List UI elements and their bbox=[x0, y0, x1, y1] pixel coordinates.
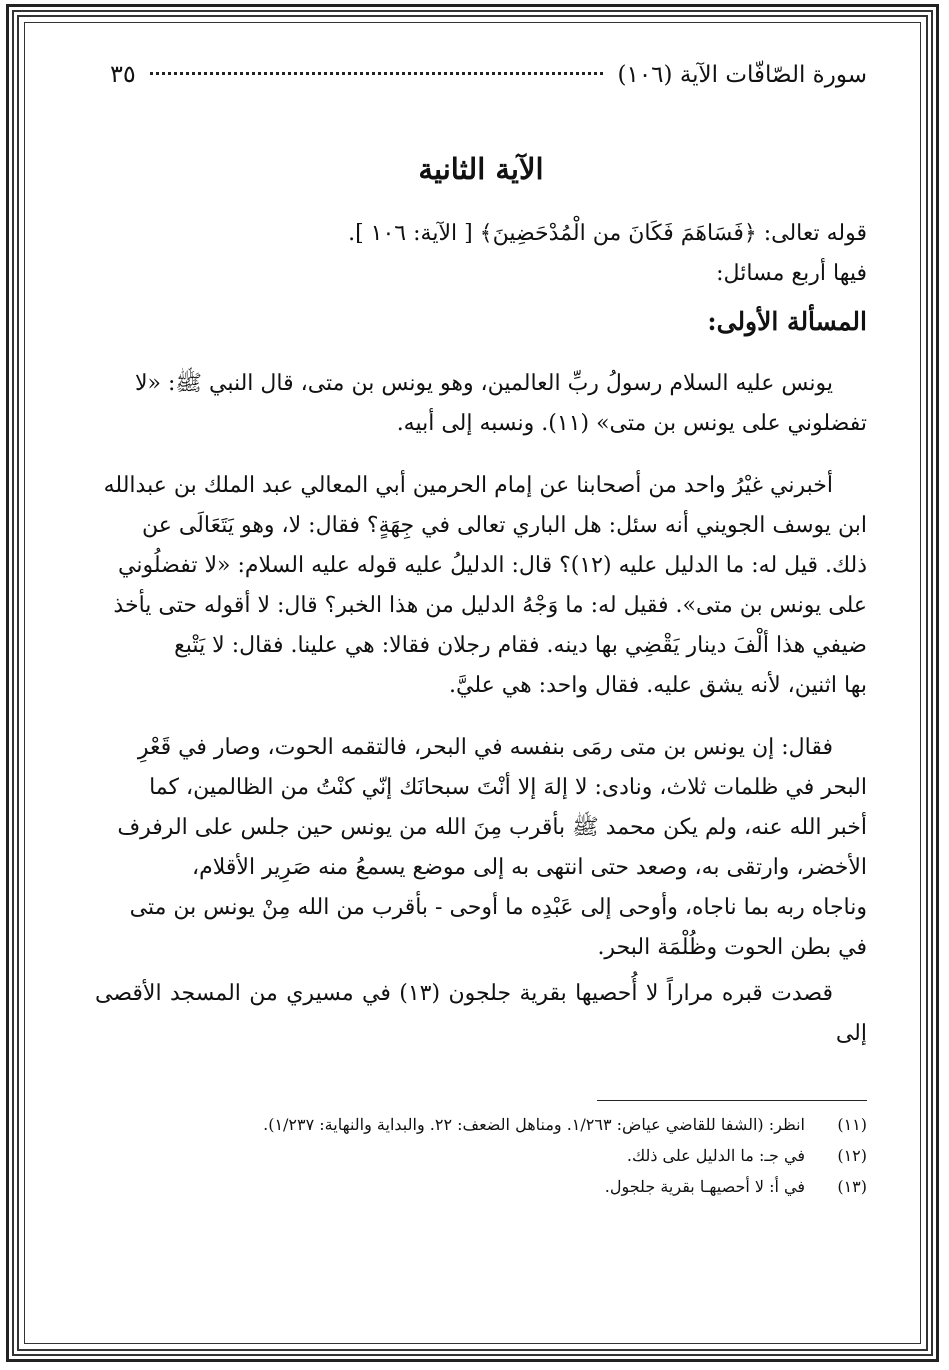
text-line: أخبرني غيْرُ واحد من أصحابنا عن إمام الحرمين أبي المعالي عبد الملك بن عبدالله bbox=[103, 473, 833, 498]
text-line: قصدت قبره مراراً لا أُحصيها بقرية جلجون (١٣) في مسيري من المسجد الأقصى إلى bbox=[95, 981, 867, 1046]
footnote-number: (١٣) bbox=[837, 1177, 867, 1196]
footnote-item bbox=[95, 1142, 867, 1169]
text-line: يونس عليه السلام رسولُ ربِّ العالمين، وهو يونس بن متى، قال النبي ﷺ: «لا bbox=[135, 371, 833, 396]
paragraph-1 bbox=[95, 364, 867, 444]
running-header bbox=[95, 60, 867, 104]
verse-line: قوله تعالى: ﴿فَسَاهَمَ فَكَانَ من الْمُدْحَضِينَ﴾ [ الآية: ١٠٦ ]. bbox=[348, 221, 867, 246]
footnote-text: في جـ: ما الدليل على ذلك. bbox=[626, 1146, 805, 1165]
text-line: ابن يوسف الجويني أنه سئل: هل الباري تعالى في جِهَةٍ؟ فقال: لا، وهو يَتَعَالَى عن bbox=[141, 513, 867, 538]
footnote-item bbox=[95, 1173, 867, 1200]
header-title: سورة الصّافّات الآية (١٠٦) bbox=[617, 62, 867, 88]
text-line: على يونس بن متى». فقيل له: ما وَجْهُ الدليل من هذا الخبر؟ قال: لا أقوله حتى يأخذ bbox=[113, 593, 867, 618]
footnote-separator bbox=[597, 1100, 867, 1101]
text-line: تفضلوني على يونس بن متى» (١١). ونسبه إلى أبيه. bbox=[396, 411, 867, 436]
text-line: فقال: إن يونس بن متى رمَى بنفسه في البحر، فالتقمه الحوت، وصار في قَعْرِ bbox=[137, 735, 833, 760]
footnote-item bbox=[95, 1111, 867, 1138]
text-line: البحر في ظلمات ثلاث، ونادى: لا إلهَ إلا أنْتَ سبحانَك إنّي كنْتُ من الظالمين، كما bbox=[149, 775, 867, 800]
text-line: وناجاه ربه بما ناجاه، وأوحى إلى عَبْدِه ما أوحى - بأقرب من الله مِنْ يونس بن متى bbox=[129, 895, 867, 920]
text-line: ضيفي هذا ألْفَ دينار يَقْضِي بها دينه. فقام رجلان فقالا: هي علينا. فقال: لا يَتْبع bbox=[174, 633, 867, 658]
text-line: بها اثنين، لأنه يشق عليه. فقال واحد: هي عليَّ. bbox=[449, 673, 867, 698]
text-line: في بطن الحوت وظُلْمَة البحر. bbox=[597, 935, 867, 960]
header-dotted-leader bbox=[150, 72, 604, 75]
issues-intro: فيها أربع مسائل: bbox=[716, 261, 867, 286]
text-line: أخبر الله عنه، ولم يكن محمد ﷺ بأقرب مِنَ الله من يونس حين جلس على الرفرف bbox=[117, 815, 867, 840]
footnote-text: انظر: (الشفا للقاضي عياض: ١/٢٦٣. ومناهل الضعف: ٢٢. والبداية والنهاية: ١/٢٣٧). bbox=[263, 1115, 805, 1134]
paragraph-2 bbox=[95, 466, 867, 706]
section-title: الآية الثانية bbox=[418, 152, 544, 186]
paragraph-4 bbox=[95, 974, 867, 1054]
first-issue-heading: المسألة الأولى: bbox=[707, 307, 867, 336]
book-page bbox=[95, 60, 867, 1200]
text-line: الأخضر، وارتقى به، وصعد حتى انتهى به إلى موضع يسمعُ منه صَرِير الأقلام، bbox=[192, 855, 867, 880]
page-number: ٣٥ bbox=[110, 60, 136, 88]
footnote-text: في أ: لا أحصيهـا بقرية جلجول. bbox=[604, 1177, 805, 1196]
paragraph-3 bbox=[95, 728, 867, 968]
footnotes bbox=[95, 1111, 867, 1200]
footnote-number: (١٢) bbox=[837, 1146, 867, 1165]
footnote-number: (١١) bbox=[837, 1115, 867, 1134]
text-line: ذلك. قيل له: ما الدليل عليه (١٢)؟ قال: الدليلُ عليه قوله عليه السلام: «لا تفضلُوني bbox=[118, 553, 867, 578]
